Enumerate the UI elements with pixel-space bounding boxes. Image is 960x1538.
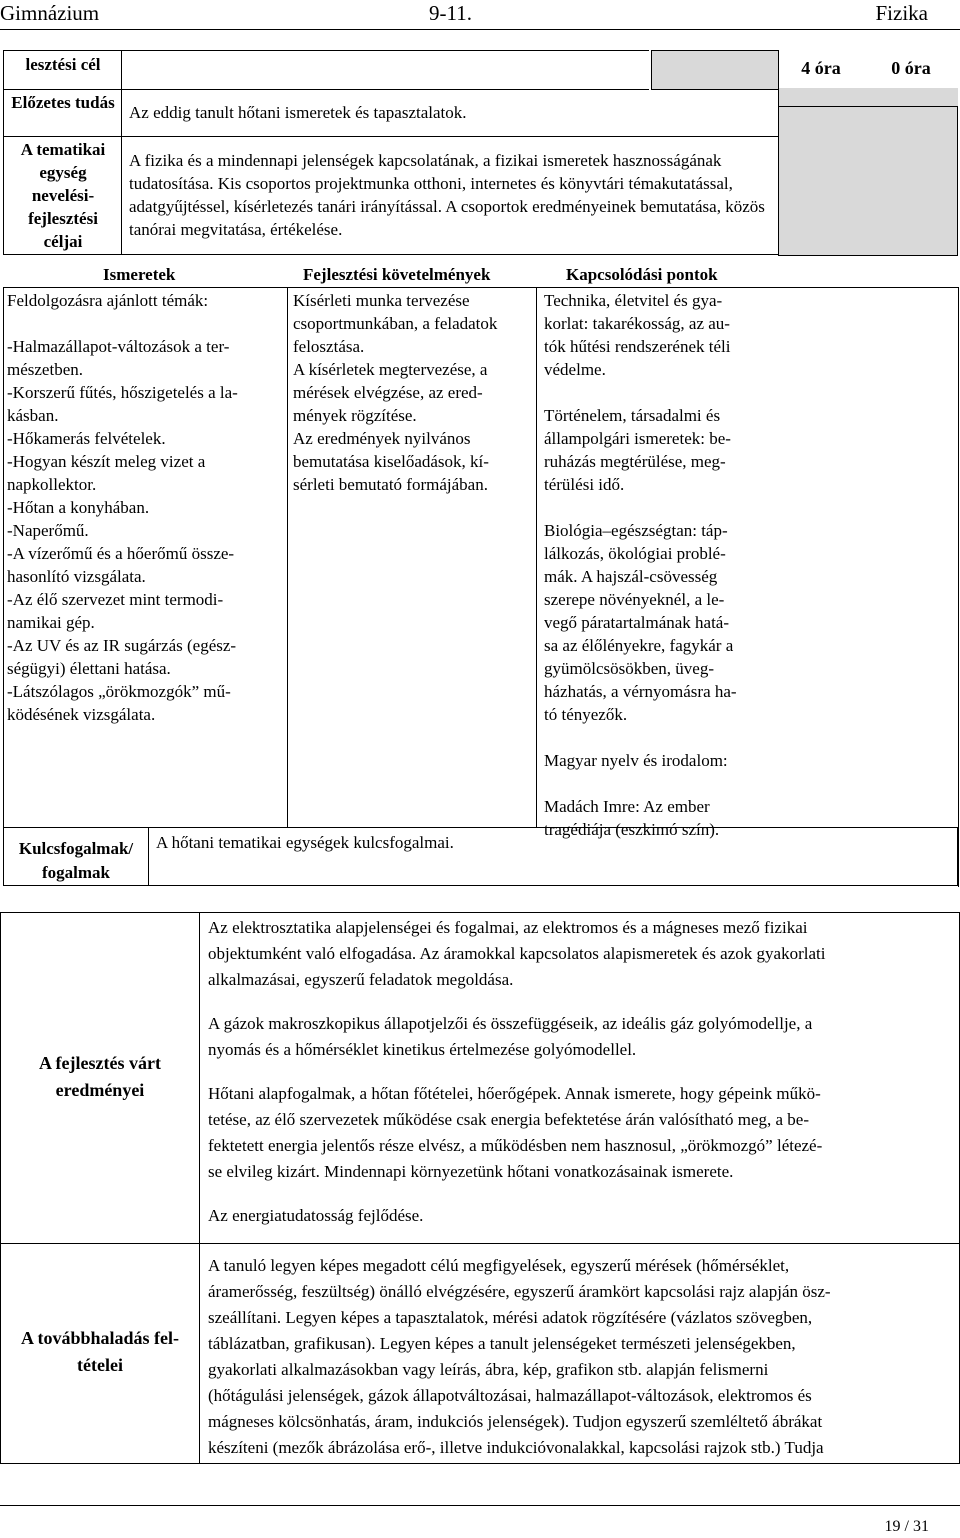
outcome-paragraph: [208, 1011, 953, 1063]
knowledge-line: -Az élő szervezet mint termodi-: [7, 590, 224, 609]
knowledge-line: -Halmazállapot-változások a ter-: [7, 337, 230, 356]
col-header-knowledge: Ismeretek: [103, 265, 176, 284]
connection-line: Technika, életvitel és gya-: [544, 291, 723, 310]
connection-line: tragédiája (eszkimó szín).: [544, 820, 720, 839]
requirement-line: mérések elvégzése, az ered-: [293, 383, 483, 402]
knowledge-line: -Hogyan készít meleg vizet a: [7, 452, 206, 471]
progress-label: [1, 1325, 199, 1379]
prior-knowledge-cell: [121, 88, 779, 137]
goals-text: A fizika és a mindennapi jelenségek kapcsolatának, a fizikai ismeretek hasznosságának tudatosítása. Kis csoportos projektmunka otthoni, internetes és könyvtári témakutatással, adatgyűjtéssel, kísérletezés tanári irányítással. A csoportok eredményeinek bemutatása, közös tanórai megvitatása, értékelése.: [129, 151, 765, 239]
connection-line: Madách Imre: Az ember: [544, 797, 710, 816]
requirement-line: felosztása.: [293, 337, 365, 356]
gray-side-block: [778, 106, 958, 256]
header-rule: [0, 29, 960, 30]
prior-knowledge-label-cell: [3, 88, 122, 137]
col-header-requirements: Fejlesztési követelmények: [303, 265, 491, 284]
footer-rule: [0, 1505, 960, 1506]
connection-line: térülési idő.: [544, 475, 625, 494]
outcomes-table: [0, 912, 960, 1464]
outcome-line: A gázok makroszkopikus állapotjelzői és összefüggéseik, az ideális gáz golyómodellje, a: [208, 1014, 813, 1033]
key-concepts-divider: [148, 828, 149, 885]
knowledge-line: kásban.: [7, 406, 59, 425]
knowledge-line: hasonlító vizsgálata.: [7, 567, 146, 586]
knowledge-line: -Korszerű fűtés, hőszigetelés a la-: [7, 383, 238, 402]
requirement-line: bemutatása kiselőadások, kí-: [293, 452, 489, 471]
grid-top-rule: [3, 287, 959, 288]
header-subject: Fizika: [875, 1, 928, 25]
connection-line: lálkozás, ökológiai problé-: [544, 544, 726, 563]
requirement-line: mények rögzítése.: [293, 406, 417, 425]
hours-extra: 0 óra: [891, 58, 931, 78]
grid-mid-rule-2: [536, 287, 537, 827]
key-concepts-label-2: fogalmak: [42, 863, 110, 882]
knowledge-line: mészetben.: [7, 360, 83, 379]
connection-line: tó tényezők.: [544, 705, 628, 724]
progress-line: A tanuló legyen képes megadott célú megfigyelések, egyszerű mérések (hőmérséklet,: [208, 1256, 790, 1275]
connection-line: korlat: takarékosság, az au-: [544, 314, 730, 333]
outcome-paragraph: [208, 1203, 953, 1229]
requirement-line: sérleti bemutató formájában.: [293, 475, 488, 494]
row1-gray-block: [651, 50, 779, 90]
connection-line: gyümölcsösökben, üveg-: [544, 659, 714, 678]
key-concepts-label: [4, 837, 148, 885]
key-concepts-text: A hőtani tematikai egységek kulcsfogalmai.: [156, 833, 454, 852]
knowledge-line: -Hőkamerás felvételek.: [7, 429, 166, 448]
header-grade: 9-11.: [429, 1, 472, 25]
outcome-line: Az energiatudatosság fejlődése.: [208, 1206, 424, 1225]
connection-line: védelme.: [544, 360, 606, 379]
connection-line: [544, 496, 956, 519]
connection-line: Biológia–egészségtan: táp-: [544, 521, 728, 540]
header-school: Gimnázium: [0, 1, 100, 25]
connection-line: sa az élőlényekre, fagykár a: [544, 636, 734, 655]
row1-gray-cell: [121, 50, 649, 90]
outcomes-label: [1, 1050, 199, 1104]
connection-line: házhatás, a vérnyomásra ha-: [544, 682, 737, 701]
outcome-line: alkalmazásai, egyszerű feladatok megoldása.: [208, 970, 514, 989]
connection-line: ruházás megtérülése, meg-: [544, 452, 726, 471]
progress-text: [208, 1253, 953, 1461]
requirement-line: A kísérletek megtervezése, a: [293, 360, 488, 379]
progress-line: áramerősség, feszültség) önálló elvégzésére, egyszerű áramkört kapcsolási rajz alapján ösz-: [208, 1282, 831, 1301]
requirements-column: [293, 289, 535, 496]
outcome-paragraph: [208, 915, 953, 993]
outcome-line: se elvileg kizárt. Mindennapi környezetünk hőtani vonatkozásainak ismerete.: [208, 1162, 734, 1181]
connection-line: szerepe növényeknél, a le-: [544, 590, 725, 609]
knowledge-line: -Az UV és az IR sugárzás (egész-: [7, 636, 237, 655]
gray-side-2: [866, 88, 958, 106]
grid-left-rule: [3, 287, 4, 837]
outcomes-label-1: A fejlesztés várt: [39, 1053, 161, 1073]
knowledge-line: namikai gép.: [7, 613, 95, 632]
outcome-line: tetése, az élő szervezetek működése csak energia befektetése árán valósítható meg, a be-: [208, 1110, 810, 1129]
progress-line: készíteni (mezők ábrázolása erő-, illetve indukcióvonalakkal, kapcsolási rajzok stb.) Tudja: [208, 1438, 824, 1457]
grid-right-rule: [958, 287, 959, 887]
outcome-line: Hőtani alapfogalmak, a hőtan főtételei, hőerőgépek. Annak ismerete, hogy gépeink műkö-: [208, 1084, 821, 1103]
col-header-connections: Kapcsolódási pontok: [566, 265, 718, 284]
outcomes-label-2: eredményei: [55, 1080, 145, 1100]
progress-line: táblázatban, grafikusan). Legyen képes a tanult jelenségeket természeti jelenségekben,: [208, 1334, 796, 1353]
row1-label-cell: [3, 50, 122, 90]
row1-label: lesztési cél: [25, 55, 101, 74]
connection-line: [544, 772, 956, 795]
knowledge-line: [7, 312, 283, 335]
knowledge-line: ködésének vizsgálata.: [7, 705, 156, 724]
progress-line: (hőtágulási jelenségek, gázok állapotváltozásai, halmazállapot-változások, elektromos és: [208, 1386, 812, 1405]
outcome-line: Az elektrosztatika alapjelenségei és fogalmai, az elektromos és a mágneses mező fizikai: [208, 918, 808, 937]
outcome-line: objektumként való elfogadása. Az áramokkal kapcsolatos alapismeretek és azok gyakorlati: [208, 944, 826, 963]
outcome-paragraph: [208, 1081, 953, 1185]
connections-column: [544, 289, 956, 841]
requirement-line: Kísérleti munka tervezése: [293, 291, 470, 310]
prior-knowledge-text: Az eddig tanult hőtani ismeretek és tapasztalatok.: [129, 103, 467, 122]
goals-label: A tematikai egység nevelési-fejlesztési céljai: [20, 140, 106, 251]
progress-line: szeállítani. Legyen képes a tapasztalatok, mérési adatok rögzítésére (vázlatos szövegben,: [208, 1308, 813, 1327]
connection-line: Magyar nyelv és irodalom:: [544, 751, 728, 770]
hours-label: 4 óra: [801, 58, 841, 78]
knowledge-line: -Naperőmű.: [7, 521, 89, 540]
connection-line: [544, 726, 956, 749]
connection-line: Történelem, társadalmi és: [544, 406, 721, 425]
connection-line: tók hűtési rendszerének téli: [544, 337, 731, 356]
connection-line: állampolgári ismeretek: be-: [544, 429, 731, 448]
knowledge-line: Feldolgozásra ajánlott témák:: [7, 291, 209, 310]
knowledge-line: -A vízerőmű és a hőerőmű össze-: [7, 544, 235, 563]
outcome-line: nyomás és a hőmérséklet kinetikus értelmezése golyómodellel.: [208, 1040, 637, 1059]
knowledge-line: -Látszólagos „örökmozgók” mű-: [7, 682, 231, 701]
requirement-line: Az eredmények nyilvános: [293, 429, 471, 448]
connection-line: [544, 381, 956, 404]
connection-line: vegő páratartalmának hatá-: [544, 613, 730, 632]
page-number: 19 / 31: [884, 1518, 929, 1535]
key-concepts-label-1: Kulcsfogalmak/: [18, 839, 134, 858]
goals-cell: [121, 136, 779, 255]
connection-line: mák. A hajszál-csövesség: [544, 567, 718, 586]
progress-line: gyakorlati alkalmazásokban vagy leírás, ábra, kép, grafikon stb. alapján felismerni: [208, 1360, 769, 1379]
outcomes-text: [208, 915, 953, 1247]
knowledge-line: napkollektor.: [7, 475, 97, 494]
key-concepts-row: [3, 827, 958, 886]
outcomes-divider: [199, 913, 200, 1463]
prior-knowledge-label: Előzetes tudás: [11, 93, 115, 112]
page-header: [0, 0, 960, 28]
gray-side-1: [778, 88, 866, 106]
progress-line: mágneses kölcsönhatás, áram, indukciós jelenségek). Tudjon egyszerű szemléltető ábrákat: [208, 1412, 823, 1431]
progress-label-1: A továbbhaladás fel-: [20, 1328, 180, 1348]
grid-mid-rule-1: [287, 287, 288, 827]
top-table: [3, 50, 958, 250]
progress-label-2: tételei: [77, 1355, 123, 1375]
goals-label-cell: [3, 136, 122, 255]
knowledge-line: -Hőtan a konyhában.: [7, 498, 150, 517]
outcome-line: fektetett energia jelentős része elvész, a működésben nem hasznosul, „örökmozgó” létezé-: [208, 1136, 823, 1155]
requirement-line: csoportmunkában, a feladatok: [293, 314, 498, 333]
knowledge-line: ségügyi) élettani hatása.: [7, 659, 171, 678]
knowledge-column: [7, 289, 283, 726]
